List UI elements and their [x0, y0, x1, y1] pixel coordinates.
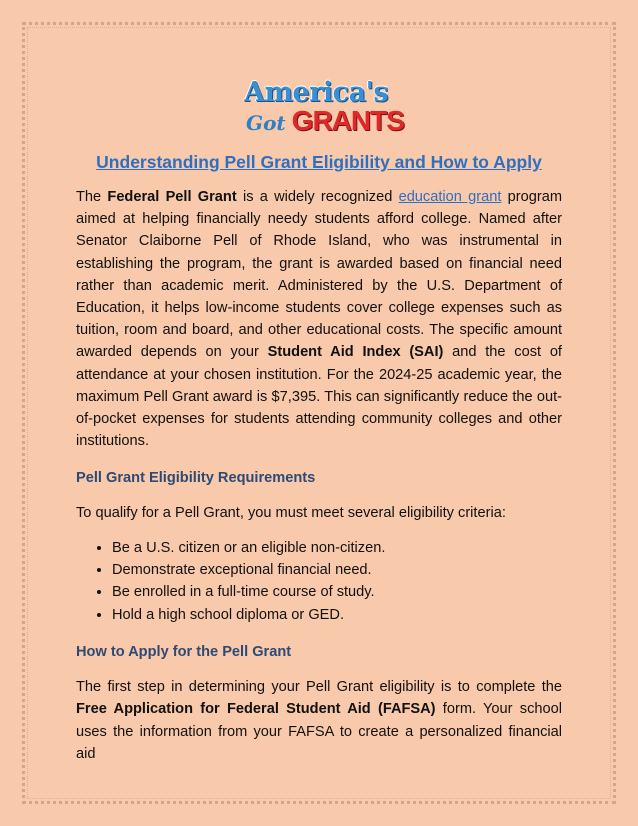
list-item: • Be enrolled in a full-time course of study.	[112, 581, 562, 603]
list-item: • Hold a high school diploma or GED.	[112, 604, 562, 626]
apply-text-1: The first step in determining your Pell Grant eligibility is to complete the	[76, 679, 562, 696]
eligibility-list	[76, 537, 562, 627]
apply-text-2: form. Your school uses the information from your FAFSA to create a personalized financial aid	[76, 701, 562, 762]
intro-text-2: is a widely recognized	[236, 189, 399, 205]
americas-got-grants-logo	[244, 77, 404, 146]
list-item: • Demonstrate exceptional financial need.	[112, 559, 562, 581]
eligibility-heading: Pell Grant Eligibility Requirements	[76, 470, 316, 487]
logo-got: Got	[246, 111, 286, 135]
logo-line1: America's	[244, 77, 389, 108]
eligibility-lead: To qualify for a Pell Grant, you must meet several eligibility criteria:	[76, 505, 506, 522]
intro-bold-sai: Student Aid Index (SAI)	[267, 344, 444, 361]
intro-text-1: The	[76, 189, 108, 205]
article	[76, 150, 562, 765]
logo-line2	[244, 105, 404, 136]
education-grant-link[interactable]: education grant	[398, 189, 502, 205]
intro-paragraph	[76, 186, 562, 452]
apply-bold-fafsa: Free Application for Federal Student Aid (FAFSA)	[76, 701, 436, 718]
logo-grants: GRANTS	[291, 105, 404, 136]
list-item: • Be a U.S. citizen or an eligible non-citizen.	[112, 537, 562, 559]
how-to-apply-heading: How to Apply for the Pell Grant	[76, 644, 292, 661]
how-to-apply-paragraph	[76, 676, 562, 765]
page-title: Understanding Pell Grant Eligibility and How to Apply	[96, 152, 542, 172]
intro-text-4: and the cost of attendance at your chosen institution. For the 2024-25 academic year, the maximum Pell Grant award is $7,395. This can significantly reduce the out-of-pocket expenses for students attending community colleges and other institutions.	[76, 344, 562, 450]
intro-bold-federal-pell-grant: Federal Pell Grant	[107, 189, 237, 205]
intro-text-3: program aimed at helping financially needy students afford college. Named after Senator Claiborne Pell of Rhode Island, who was instrumental in establishing the program, the grant is awarded based on financial need rather than academic merit. Administered by the U.S. Department of Education, it helps low-income students cover college expenses such as tuition, room and board, and other educational costs. The specific amount awarded depends on your	[76, 189, 562, 361]
